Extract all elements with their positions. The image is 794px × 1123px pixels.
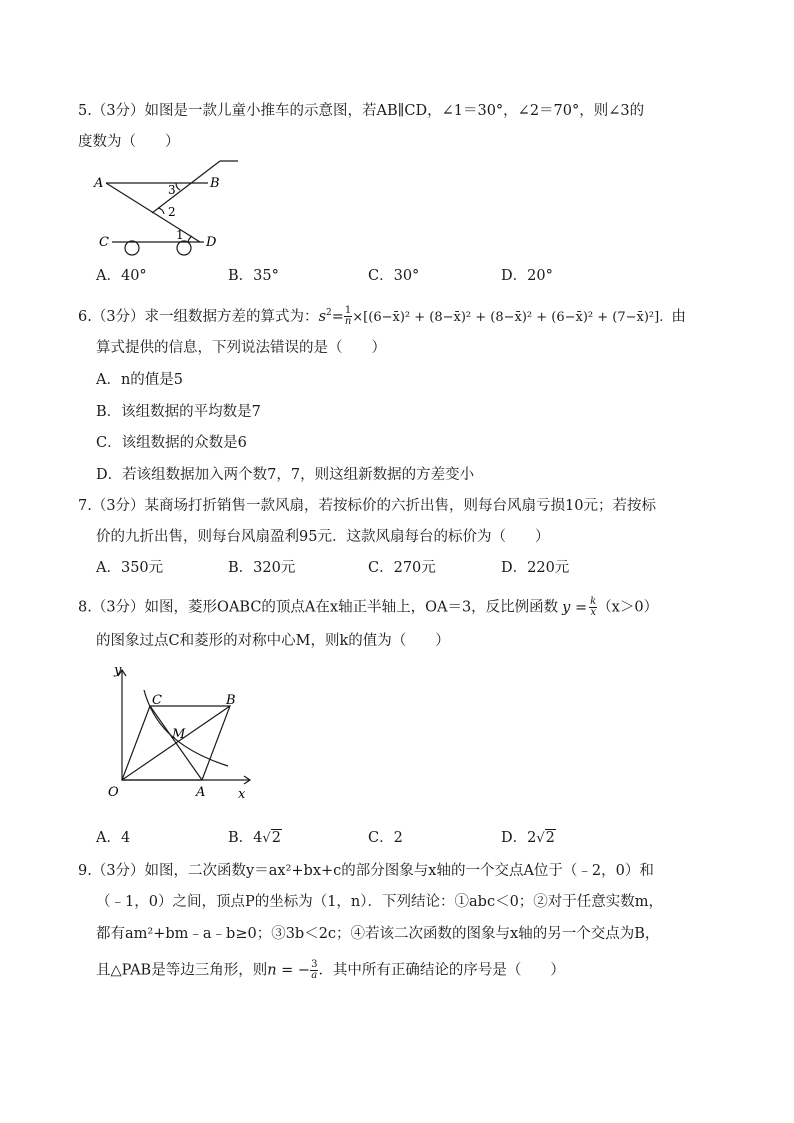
q9-line4-den: a (311, 970, 318, 981)
q8-option-b-letter: B． (228, 830, 254, 846)
q8-rhombus-figure (92, 660, 262, 806)
q5-option-d[interactable]: D．20° (501, 268, 553, 284)
sqrt-icon: √ (262, 831, 271, 846)
q8-label-O: O (108, 785, 119, 800)
q8-label-B: B (226, 693, 236, 708)
q9-stem-line4 (96, 960, 565, 981)
q8-label-M: M (172, 727, 186, 742)
q8-func-fraction (589, 597, 597, 618)
q8-option-c[interactable]: C．2 (368, 830, 403, 846)
q8-stem-suffix: （x＞0） (597, 599, 659, 616)
q6-option-c[interactable]: C．该组数据的众数是6 (96, 435, 247, 451)
q5-stem-line2: 度数为（ ） (78, 134, 180, 150)
q7-stem-line2: 价的九折出售，则每台风扇盈利95元．这款风扇每台的标价为（ ） (96, 529, 550, 545)
q7-option-c[interactable]: C．270元 (368, 560, 436, 576)
q8-option-d-rad: 2 (545, 830, 555, 846)
q6-formula-square: 2 (326, 308, 332, 318)
q5-option-c[interactable]: C．30° (368, 268, 420, 284)
q8-option-b[interactable] (228, 828, 282, 849)
q8-stem-line1 (78, 597, 658, 618)
q5-label-B: B (210, 176, 220, 191)
q5-label-D: D (206, 235, 217, 250)
sqrt-icon: √ (536, 831, 545, 846)
q8-option-a[interactable]: A．4 (96, 830, 131, 846)
q8-option-d-coef: 2 (527, 830, 537, 846)
q8-option-d[interactable] (501, 828, 556, 849)
q5-stroller-figure (92, 156, 252, 260)
q8-stem-line2: 的图象过点C和菱形的对称中心M，则k的值为（ ） (96, 633, 450, 649)
q8-stem-prefix: 8.（3分）如图，菱形OABC的顶点A在x轴正半轴上，OA＝3，反比例函数 (78, 599, 559, 616)
q5-label-C: C (99, 235, 109, 250)
q7-option-d[interactable]: D．220元 (501, 560, 570, 576)
q9-line4-n: n = − (267, 962, 311, 979)
q6-option-b[interactable]: B．该组数据的平均数是7 (96, 404, 261, 420)
q8-func-den: x (590, 607, 596, 618)
q5-option-b[interactable]: B．35° (228, 268, 279, 284)
q8-func-num: k (590, 596, 597, 607)
q7-option-b[interactable]: B．320元 (228, 560, 296, 576)
q5-label-angle1: 1 (176, 228, 184, 242)
q8-option-b-coef: 4 (253, 830, 263, 846)
q9-line4-suffix: ．其中所有正确结论的序号是（ ） (318, 962, 565, 979)
q6-stem-suffix: 由 (671, 308, 686, 325)
q7-option-a[interactable]: A．350元 (96, 560, 164, 576)
q8-option-b-rad: 2 (271, 830, 281, 846)
q8-label-x: x (238, 787, 246, 802)
q6-formula-num: 1 (344, 305, 352, 317)
q8-func-y: y = (562, 599, 588, 616)
q5-options (96, 266, 736, 286)
q6-stem-prefix: 6.（3分）求一组数据方差的算式为： (78, 308, 319, 325)
q5-option-a[interactable]: A．40° (96, 268, 147, 284)
q9-line4-num: 3 (311, 959, 318, 970)
q5-label-angle3: 3 (168, 183, 176, 197)
q5-stem-line1: 5.（3分）如图是一款儿童小推车的示意图，若AB∥CD，∠1＝30°，∠2＝70°，则∠3的 (78, 103, 645, 119)
q9-line4-prefix: 且△PAB是等边三角形，则 (96, 962, 268, 979)
q6-formula-s: s (318, 308, 327, 325)
q8-options (96, 828, 736, 848)
q6-formula-body: ×[(6−x̄)² + (8−x̄)² + (8−x̄)² + (6−x̄)² + (7−x̄)²]. (352, 309, 664, 325)
q6-option-d[interactable]: D．若该组数据加入两个数7，7，则这组新数据的方差变小 (96, 467, 475, 483)
q9-stem-line1: 9.（3分）如图，二次函数y＝ax²+bx+c的部分图象与x轴的一个交点A位于（﹣2，0）和 (78, 863, 654, 879)
q8-label-A: A (196, 785, 206, 800)
q6-formula-eq: = (331, 308, 344, 325)
q5-label-A: A (94, 176, 104, 191)
q8-label-C: C (152, 693, 162, 708)
q6-formula-den: n (344, 316, 352, 328)
q8-label-y: y (114, 663, 122, 678)
q7-options (96, 558, 736, 578)
q6-stem-line2: 算式提供的信息，下列说法错误的是（ ） (96, 340, 386, 356)
q8-option-d-letter: D． (501, 830, 528, 846)
q9-stem-line3: 都有am²+bm﹣a﹣b≥0；③3b＜2c；④若该二次函数的图象与x轴的另一个交点为B， (96, 926, 660, 942)
q6-option-a[interactable]: A．n的值是5 (96, 372, 184, 388)
q7-stem-line1: 7.（3分）某商场打折销售一款风扇，若按标价的六折出售，则每台风扇亏损10元；若按标 (78, 498, 657, 514)
q6-stem-line1 (78, 303, 686, 328)
q9-stem-line2: （﹣1，0）之间，顶点P的坐标为（1，n）．下列结论：①abc＜0；②对于任意实数m， (96, 894, 664, 910)
q5-label-angle2: 2 (168, 205, 176, 219)
